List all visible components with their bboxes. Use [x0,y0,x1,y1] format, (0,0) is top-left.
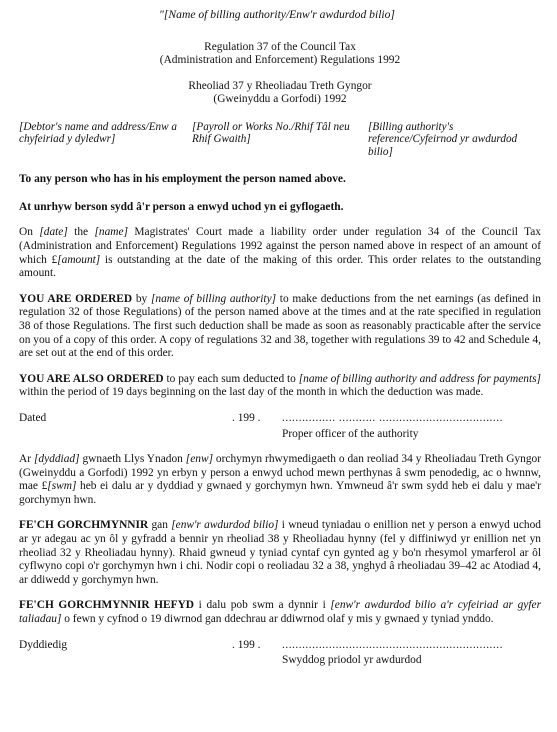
signature-line-welsh: .................................................................. [282,638,503,651]
debtor-name-field: [Debtor's name and address/Enw a chyfeiriad y dyledwr] [19,120,177,146]
payroll-number-field: [Payroll or Works No./Rhif Tâl neu Rhif Gwaith] [192,120,350,146]
proper-officer-label-welsh: Swyddog priodol yr awdurdod [282,654,422,667]
payment-order-paragraph-welsh: FE'CH GORCHMYNNIR HEFYD i dalu pob swm a dynnir i [enw'r awdurdod bilio a'r cyfeiriad ar gyfer taliadau] o fewn y cyfnod o 19 diwrnod gan ddechrau ar ddiwrnod olaf y mis y gwnaed y tyniad ynddo. [19,599,542,626]
authority-name-placeholder-welsh: [enw'r awdurdod bilio] [171,519,279,532]
authority-address-placeholder-welsh: [enw'r awdurdod bilio a'r cyfeiriad ar gyfer taliadau] [19,599,542,626]
billing-authority-header: "[Name of billing authority/Enw'r awdurdod bilio] [159,8,395,21]
title-welsh [19,80,541,107]
title-english [19,41,541,68]
dated-label-welsh: Dyddiedig [19,638,68,651]
title-welsh-line1: Rheoliad 37 y Rheoliadau Treth Gyngor [188,79,372,92]
dated-year-welsh: . 199 . [232,638,261,651]
court-name-placeholder-welsh: [enw] [185,453,213,466]
date-placeholder: [date] [39,226,68,239]
authority-name-placeholder: [name of billing authority] [150,292,277,305]
dated-signature-english [19,412,541,441]
deduction-order-paragraph-welsh: FE'CH GORCHMYNNIR gan [enw'r awdurdod bilio] i wneud tyniadau o enillion net y person a enwyd uchod ar yr adegau ac yn ôl y gyfradd a bennir yn rheoliad 38 y Rheoliadau hynny (fel y diffiniwyd yr enillion net yn rheoliad 32 y Rheoliadau hynny). Rhaid gwneud y tyniad cyntaf cyn gynted ag y bo'n rhesymol ymarferol ar ôl cyflwyno copi o'r gorchymyn hwn i chi. Nodir copi o reoliadau 32 a 38, ynghyd â rheoliadau 39–42 ac Atodiad 4, ar ddiwedd y gorchymyn hwn. [19,519,541,586]
dated-label: Dated [19,411,47,424]
amount-placeholder-welsh: [swm] [47,480,77,493]
date-placeholder-welsh: [dyddiad] [33,453,80,466]
authority-reference-field: [Billing authority's reference/Cyfeirnod yr awdurdod bilio] [368,120,518,158]
amount-placeholder: [amount] [57,253,101,266]
title-english-line1: Regulation 37 of the Council Tax [204,40,356,53]
title-english-line2: (Administration and Enforcement) Regulations 1992 [159,54,401,67]
deduction-order-paragraph: YOU ARE ORDERED by [name of billing authority] to make deductions from the net earnings (as defined in regulation 32 of those Regulations) of the person named above at the times and at the rate specified in regulation 38 of those Regulations. The first such deduction shall be made as soon as reasonably practicable after the service on you of a copy of this order. A copy of regulations 32 and 38, together with regulations 39 to 42 and Schedule 4, are set out at the end of this order. [19,292,542,360]
court-name-placeholder: [name] [94,226,129,239]
signature-line: ................ ........... ..................................... [282,411,503,424]
authority-address-placeholder: [name of billing authority and address for payments] [298,372,541,385]
liability-order-paragraph: On [date] the [name] Magistrates' Court made a liability order under regulation 34 of the Council Tax (Administration and Enforcement) Regulations 1992 against the person named above in respect of an amount of which £[amount] is outstanding at the date of the making of this order. This order relates to the outstanding amount. [19,226,541,280]
payment-order-paragraph: YOU ARE ALSO ORDERED to pay each sum deducted to [name of billing authority and address for payments] within the period of 19 days beginning on the last day of the month in which the deduction was made. [19,372,541,399]
addressee-welsh: At unrhyw berson sydd â'r person a enwyd uchod yn ei gyflogaeth. [19,200,344,213]
addressee-english: To any person who has in his employment the person named above. [19,173,346,186]
title-welsh-line2: (Gweinyddu a Gorfodi) 1992 [213,93,347,106]
dated-signature-welsh [19,639,541,668]
dated-year: . 199 . [232,411,261,424]
liability-order-paragraph-welsh: Ar [dyddiad] gwnaeth Llys Ynadon [enw] orchymyn rhwymedigaeth o dan reoliad 34 y Rheoliadau Treth Gyngor (Gweinyddu a Gorfodi) 1992 yn erbyn y person a enwyd uchod mewn perthynas â swm penodedig, ac o hwnnw, mae £[swm] heb ei dalu ar y dyddiad y gwnaed y gorchymyn hwn. Ymwneud â'r swm sydd heb ei dalu y mae'r gorchymyn hwn. [19,453,542,506]
proper-officer-label: Proper officer of the authority [282,427,419,440]
details-columns [19,121,541,158]
